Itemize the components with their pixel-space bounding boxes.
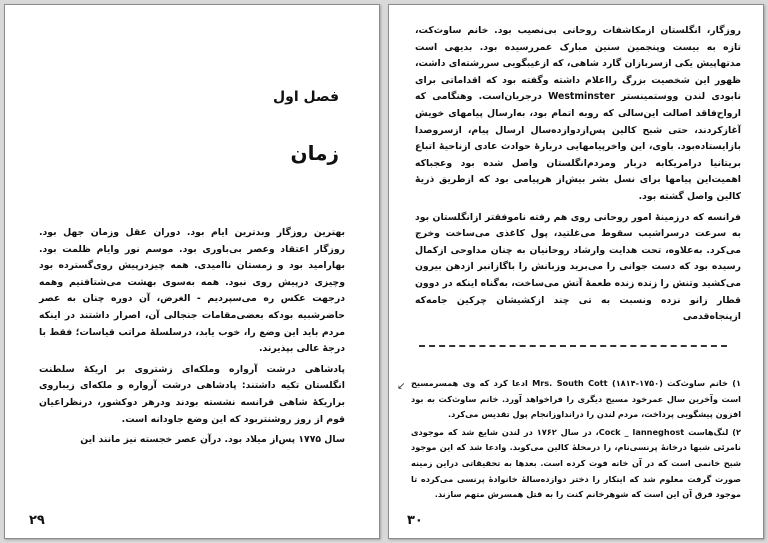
left-body-text	[39, 225, 345, 453]
paragraph: روزگار، انگلستان ازمکاشفات روحانی بی‌نصیب بود. خانم ساوث‌کت، تازه به بیست وپنجمین سنین مبارک عمررسیده بود. بدیهی است مدتهاپیش یکی ازسربازان گارد شاهی، که ازغیبگویی سررشته‌ای داشت، ظهور این شخصیت بزرگ رااعلام داشته وگفته بود که اقداماتی برای نابودی لندن ووستمینستر Westminster درجریان‌است. وهنگامی که ارواح‌فاقد اصالت این‌سالی که روبه اتمام بود، به‌ارسال پیامهای خویش آغازکردند، حتی شبح کالین پس‌ازدوازده‌سال ارسال پیام، ازسروصدا بازایستاده‌بود. باوی، این واخرپیامهایی دربارهٔ حوادث عادی ازناحیهٔ اتباع بریتانیا درامریکابه دربار ومردم‌انگلستان واصل شده بود وعجباکه اهمیت‌این پیامها برای نسل بشر بیش‌از هرپیامی بود که ازطریق ذریهٔ کالین واصل گشته بود.	[415, 25, 741, 202]
right-page	[388, 4, 764, 539]
paragraph: بهترین روزگار وبدترین ایام بود. دوران عقل وزمان جهل بود. روزگار اعتقاد وعصر بی‌باوری بود. موسم نور وایام ظلمت بود. بهارامید بود و زمستان ناامیدی. همه چیزدرپیش روی‌گسترده بود وچیزی درپیش روی نبود. همه به‌سوی بهشت می‌شتافتیم وهمه درجهت عکس ره می‌سپردیم - الغرض، آن دوره چنان به عصر حاضرشبیه بودکه بعضی‌مقامات جنجالی آن، اصرار داشتند در اینکه مردم باید این وضع را، خوب یابد، درسلسلهٔ مراتب قیاسات؛ فقط با درجهٔ عالی بپذیرند.	[39, 227, 345, 355]
footnotes	[411, 376, 741, 505]
page-number: ۳۰	[407, 513, 423, 528]
paragraph: سال ۱۷۷۵ پس‌از میلاد بود. درآن عصر خجسته نیز مانند این	[80, 434, 345, 446]
pencil-mark: ↙	[397, 381, 406, 392]
chapter-label: فصل اول	[273, 89, 339, 105]
right-body-text	[415, 23, 741, 330]
paragraph: پادشاهی درشت آرواره وملکه‌ای زشتروی بر اریکهٔ سلطنت انگلستان تکیه داشتند: پادشاهی درشت آرواره و ملکه‌ای زیباروی براریکهٔ شاهی فرانسه نشسته بودند ودرهر دوکشور، درنظراعیان قوم از روز روشنتربود که این وضع جاودانه است.	[39, 363, 345, 425]
page-number: ۲۹	[29, 513, 45, 528]
footnote: ۲) لنگ‌هاست Cock _ lanneghost، در سال ۱۷۶۲ در لندن شایع شد که موجودی نامرئی شبها درخانهٔ پرنسی‌نام، را درمحلهٔ کالین می‌کوبد. وادعا شد که این موجود شبح خانمی است که در آن خانه فوت کرده است. بعدها به تحقیقاتی دراین زمینه صورت گرفت معلوم شد که اینکار را دختر دوازده‌سالهٔ خانوادهٔ پرنسی می‌کرده تا موجود فرق آن این است که شوهرخانم کنت را به قتل همسرش متهم سازند.	[411, 426, 741, 500]
footnote-divider	[419, 345, 727, 347]
left-page	[4, 4, 380, 539]
paragraph: فرانسه که درزمینهٔ امور روحانی روی هم رفته ناموفقتر ازانگلستان بود به سرعت درسراشیب سقوط می‌غلتید، پول کاغذی می‌ساخت وخرج می‌کرد. به‌علاوه، تحت هدایت وارشاد روحانیان به چنان مداوحی ازکمال رسیده بود که دست جوانی را می‌برید وزبانش را باگازانبر ازدهن بیرون می‌کشید وتنش را زنده زنده طعمهٔ آتش می‌ساخت، به‌گناه اینکه در دوون قطار زانو نزده ونسبت به تی چند ازکشیشان چرکین جامه‌که ازپنجاه‌قدمی	[415, 211, 741, 323]
footnote: ۱) خانم ساوث‌کت Mrs. South Cott (۱۸۱۴-۱۷۵۰) ادعا کرد که وی همسرمسیح است وآخرین سال عمرخود مسیح دیگری را فراخواهد آورد. خانم ساوث‌کت به بود افزون پیشگویی پرداخت، مردم لندن را درانداوزانجام پول تقدیس می‌کرد.	[411, 378, 741, 420]
chapter-title: زمان	[290, 141, 339, 165]
